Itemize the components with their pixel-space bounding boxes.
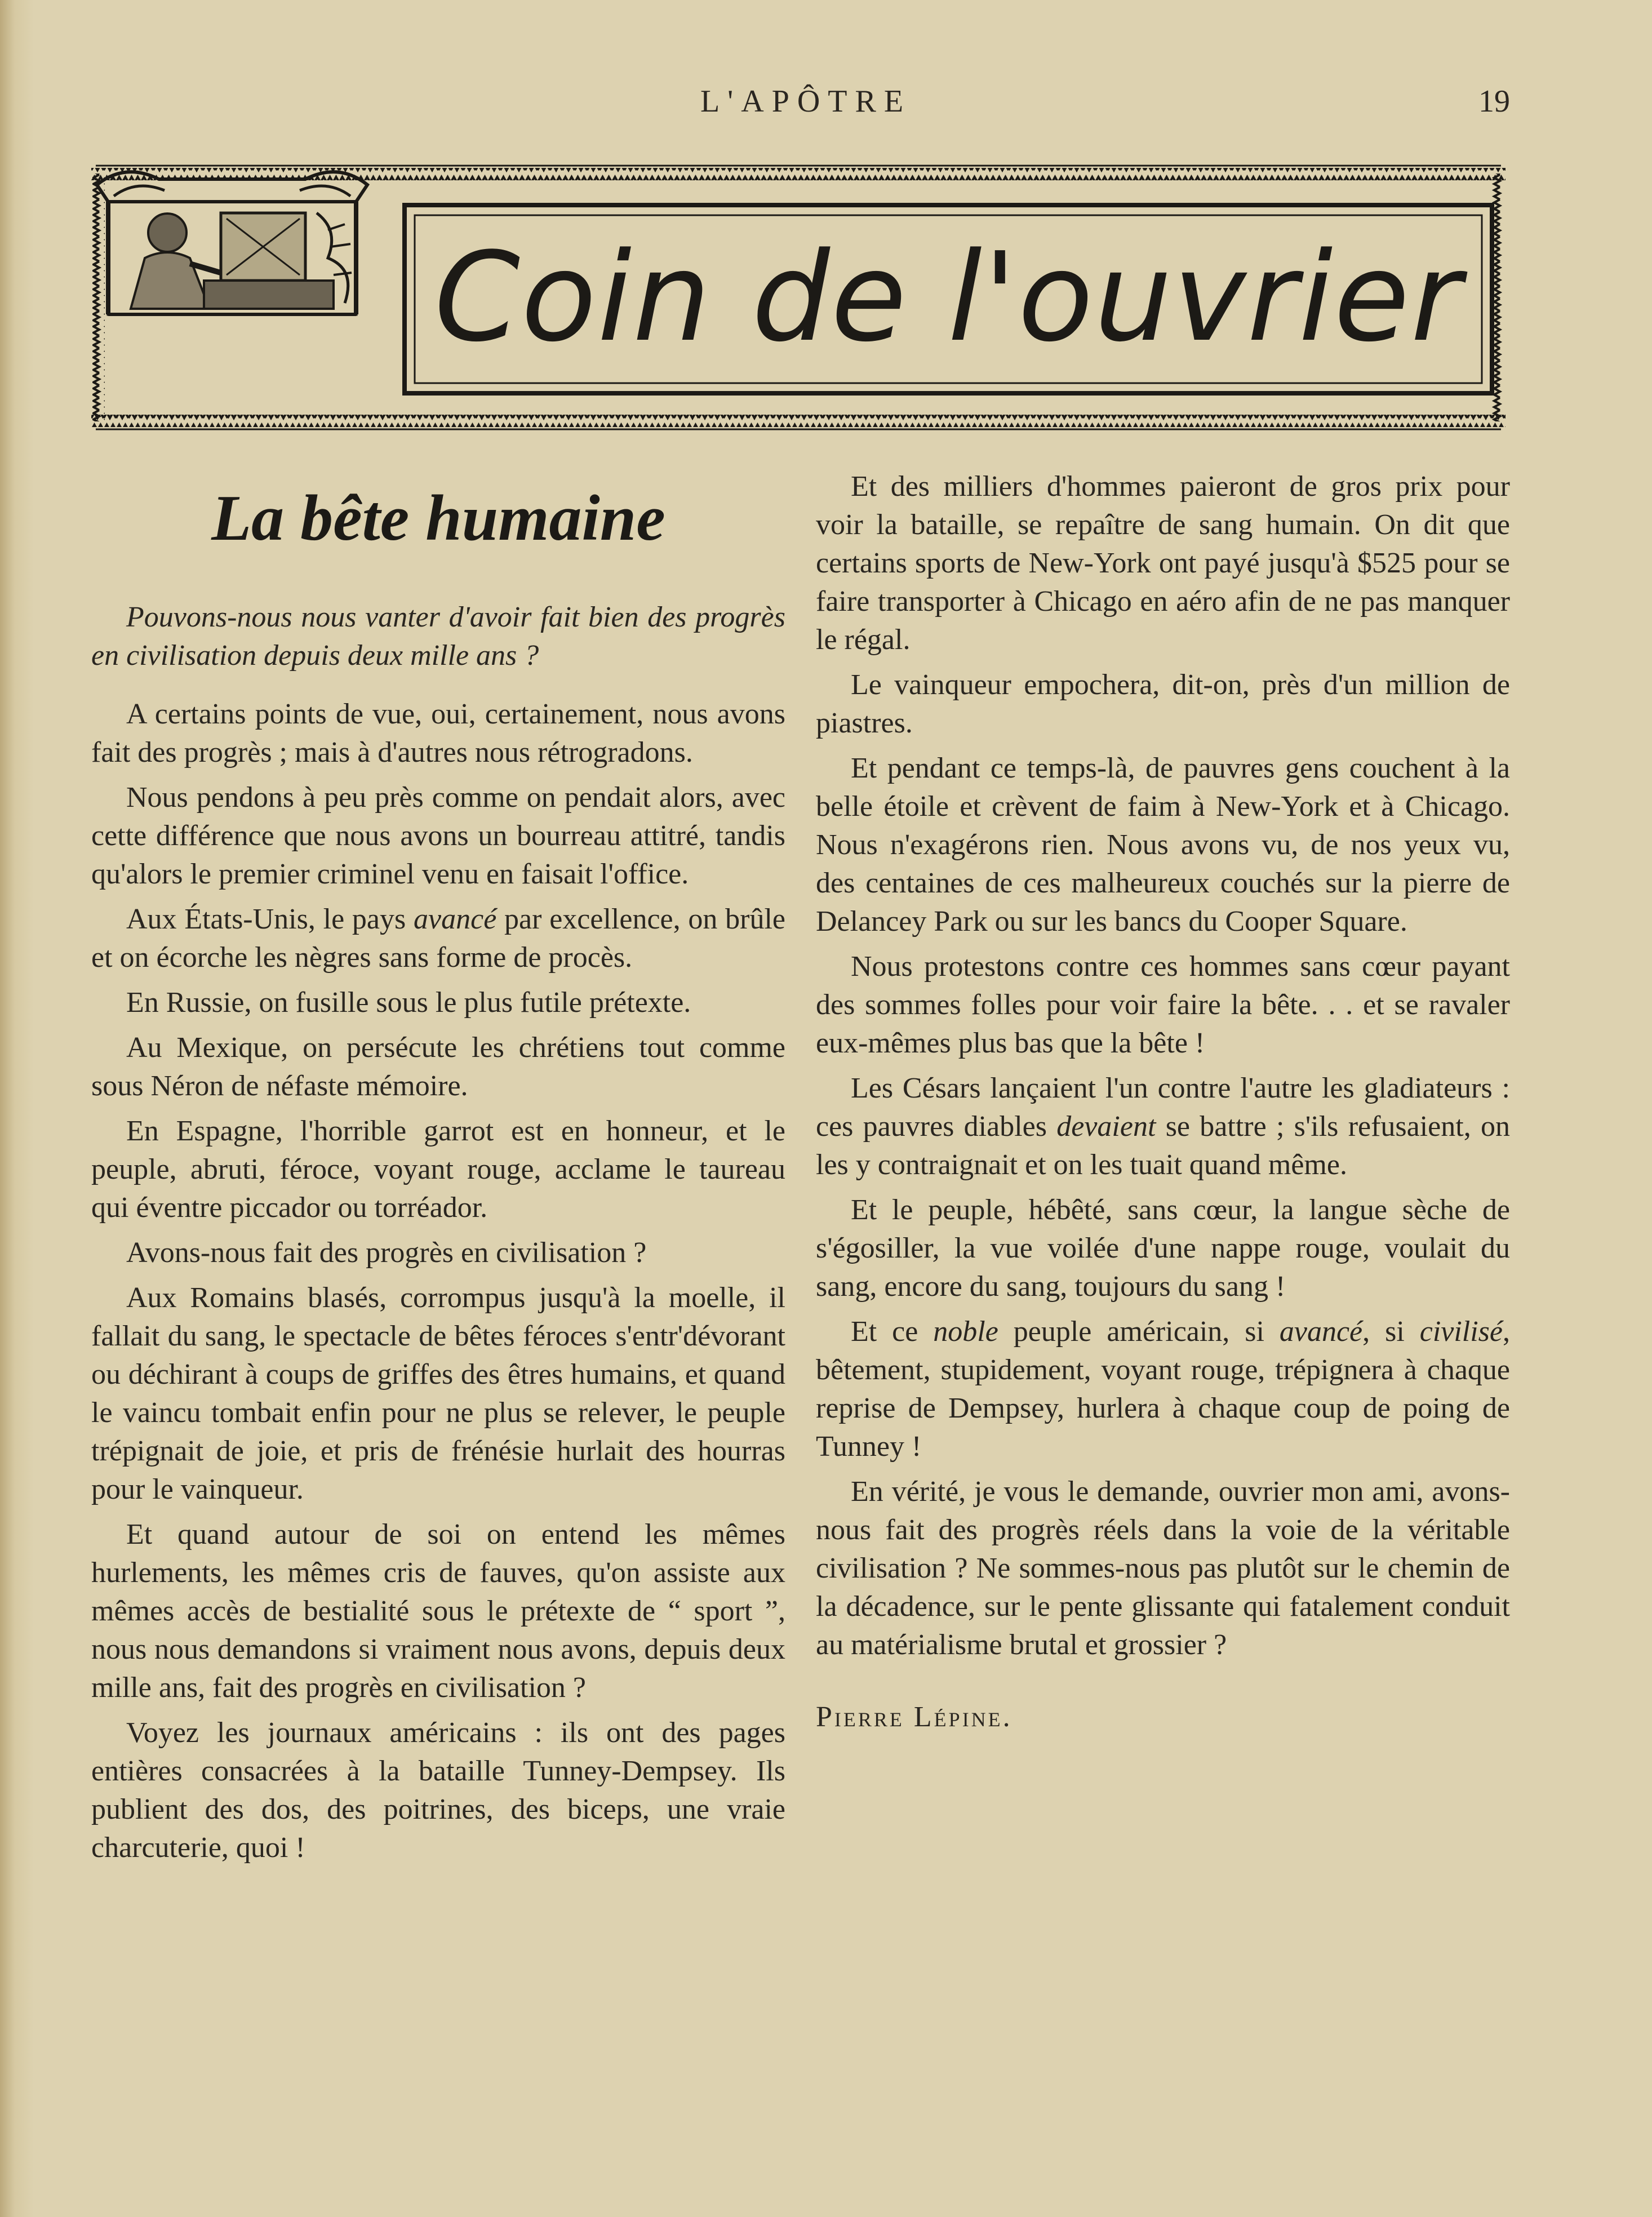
section-title: Coin de l'ouvrier: [434, 226, 1463, 369]
paragraph: Et des milliers d'hommes paieront de gros prix pour voir la bataille, se repaître de sang humain. On dit que certains sports de New-York ont payé jusqu'à $525 pour se faire transporter à Chicago en aéro afin de ne pas manquer le régal.: [816, 470, 1510, 656]
banner-title-frame: [405, 205, 1492, 393]
paragraph: Aux États-Unis, le pays avancé par excellence, on brûle et on écorche les nègres sans forme de procès.: [91, 903, 785, 974]
paragraph: En Espagne, l'horrible garrot est en honneur, et le peuple, abruti, féroce, voyant rouge, acclame le taureau qui éventre piccador ou torréador.: [91, 1115, 785, 1224]
running-header: [0, 83, 1652, 134]
paragraph: Aux Romains blasés, corrompus jusqu'à la moelle, il fallait du sang, le spectacle de bêtes féroces s'entr'dévorant ou déchirant à coups de griffes des êtres humains, et quand le vaincu tombait enfin pour ne plus se relever, le peuple trépignait de joie, et pris de frénésie hurlait des hourras pour le vainqueur.: [91, 1282, 785, 1505]
worker-vignette-illustration: [91, 162, 373, 326]
article-column-left: [91, 468, 785, 1874]
paragraph: Nous pendons à peu près comme on pendait alors, avec cette différence que nous avons un bourreau attitré, tandis qu'alors le premier criminel venu en faisait l'office.: [91, 781, 785, 890]
paragraph: Et quand autour de soi on entend les mêmes hurlements, les mêmes cris de fauves, qu'on assiste aux mêmes accès de bestialité sous le prétexte de “ sport ”, nous nous demandons si vraiment nous avons, depuis deux mille ans, fait des progrès en civilisation ?: [91, 1518, 785, 1704]
article-column-right: [816, 468, 1510, 1743]
paragraph: Et pendant ce temps-là, de pauvres gens couchent à la belle étoile et crèvent de faim à New-York et à Chicago. Nous n'exagérons rien. Nous avons vu, de nos yeux vu, des centaines de ces malheureux couchés sur la pierre de Delancey Park ou sur les bancs du Cooper Square.: [816, 752, 1510, 938]
paragraph: En vérité, je vous le demande, ouvrier mon ami, avons-nous fait des progrès réels dans la voie de la véritable civilisation ? Ne sommes-nous pas plutôt sur le chemin de la décadence, sur le pente glissante qui fatalement conduit au matérialisme brutal et grossier ?: [816, 1476, 1510, 1661]
journal-title: L'APÔTRE: [700, 84, 912, 119]
paragraph: A certains points de vue, oui, certainement, nous avons fait des progrès ; mais à d'autres nous rétrogradons.: [91, 698, 785, 768]
paragraph: Avons-nous fait des progrès en civilisation ?: [126, 1237, 647, 1269]
article-title: La bête humaine: [211, 482, 665, 554]
author-signature: Pierre Lépine.: [816, 1701, 1012, 1733]
paragraph: Le vainqueur empochera, dit-on, près d'un million de piastres.: [816, 669, 1510, 739]
paragraph: Nous protestons contre ces hommes sans cœur payant des sommes folles pour voir faire la bête. . . et se ravaler eux-mêmes plus bas que la bête !: [816, 950, 1510, 1059]
paragraph: Et ce noble peuple américain, si avancé, si civilisé, bêtement, stupidement, voyant rouge, trépignera à chaque reprise de Dempsey, hurlera à chaque coup de poing de Tunney !: [816, 1316, 1510, 1463]
section-banner: [91, 162, 1506, 430]
paragraph: Les Césars lançaient l'un contre l'autre les gladiateurs : ces pauvres diables devaient se battre ; s'ils refusaient, on les y contraignait et on les tuait quand même.: [816, 1072, 1510, 1181]
paragraph: En Russie, on fusille sous le plus futile prétexte.: [126, 987, 691, 1019]
paragraph: Au Mexique, on persécute les chrétiens tout comme sous Néron de néfaste mémoire.: [91, 1032, 785, 1102]
paragraph: Voyez les journaux américains : ils ont des pages entières consacrées à la bataille Tunney-Dempsey. Ils publient des dos, des poitrines, des biceps, une vraie charcuterie, quoi !: [91, 1717, 785, 1864]
paragraph: Et le peuple, hébêté, sans cœur, la langue sèche de s'égosiller, la vue voilée d'une nappe rouge, voulait du sang, encore du sang, toujours du sang !: [816, 1194, 1510, 1303]
page-number: 19: [1478, 84, 1510, 119]
article-lede: Pouvons-nous nous vanter d'avoir fait bien des progrès en civilisation depuis deux mille ans ?: [91, 601, 785, 672]
